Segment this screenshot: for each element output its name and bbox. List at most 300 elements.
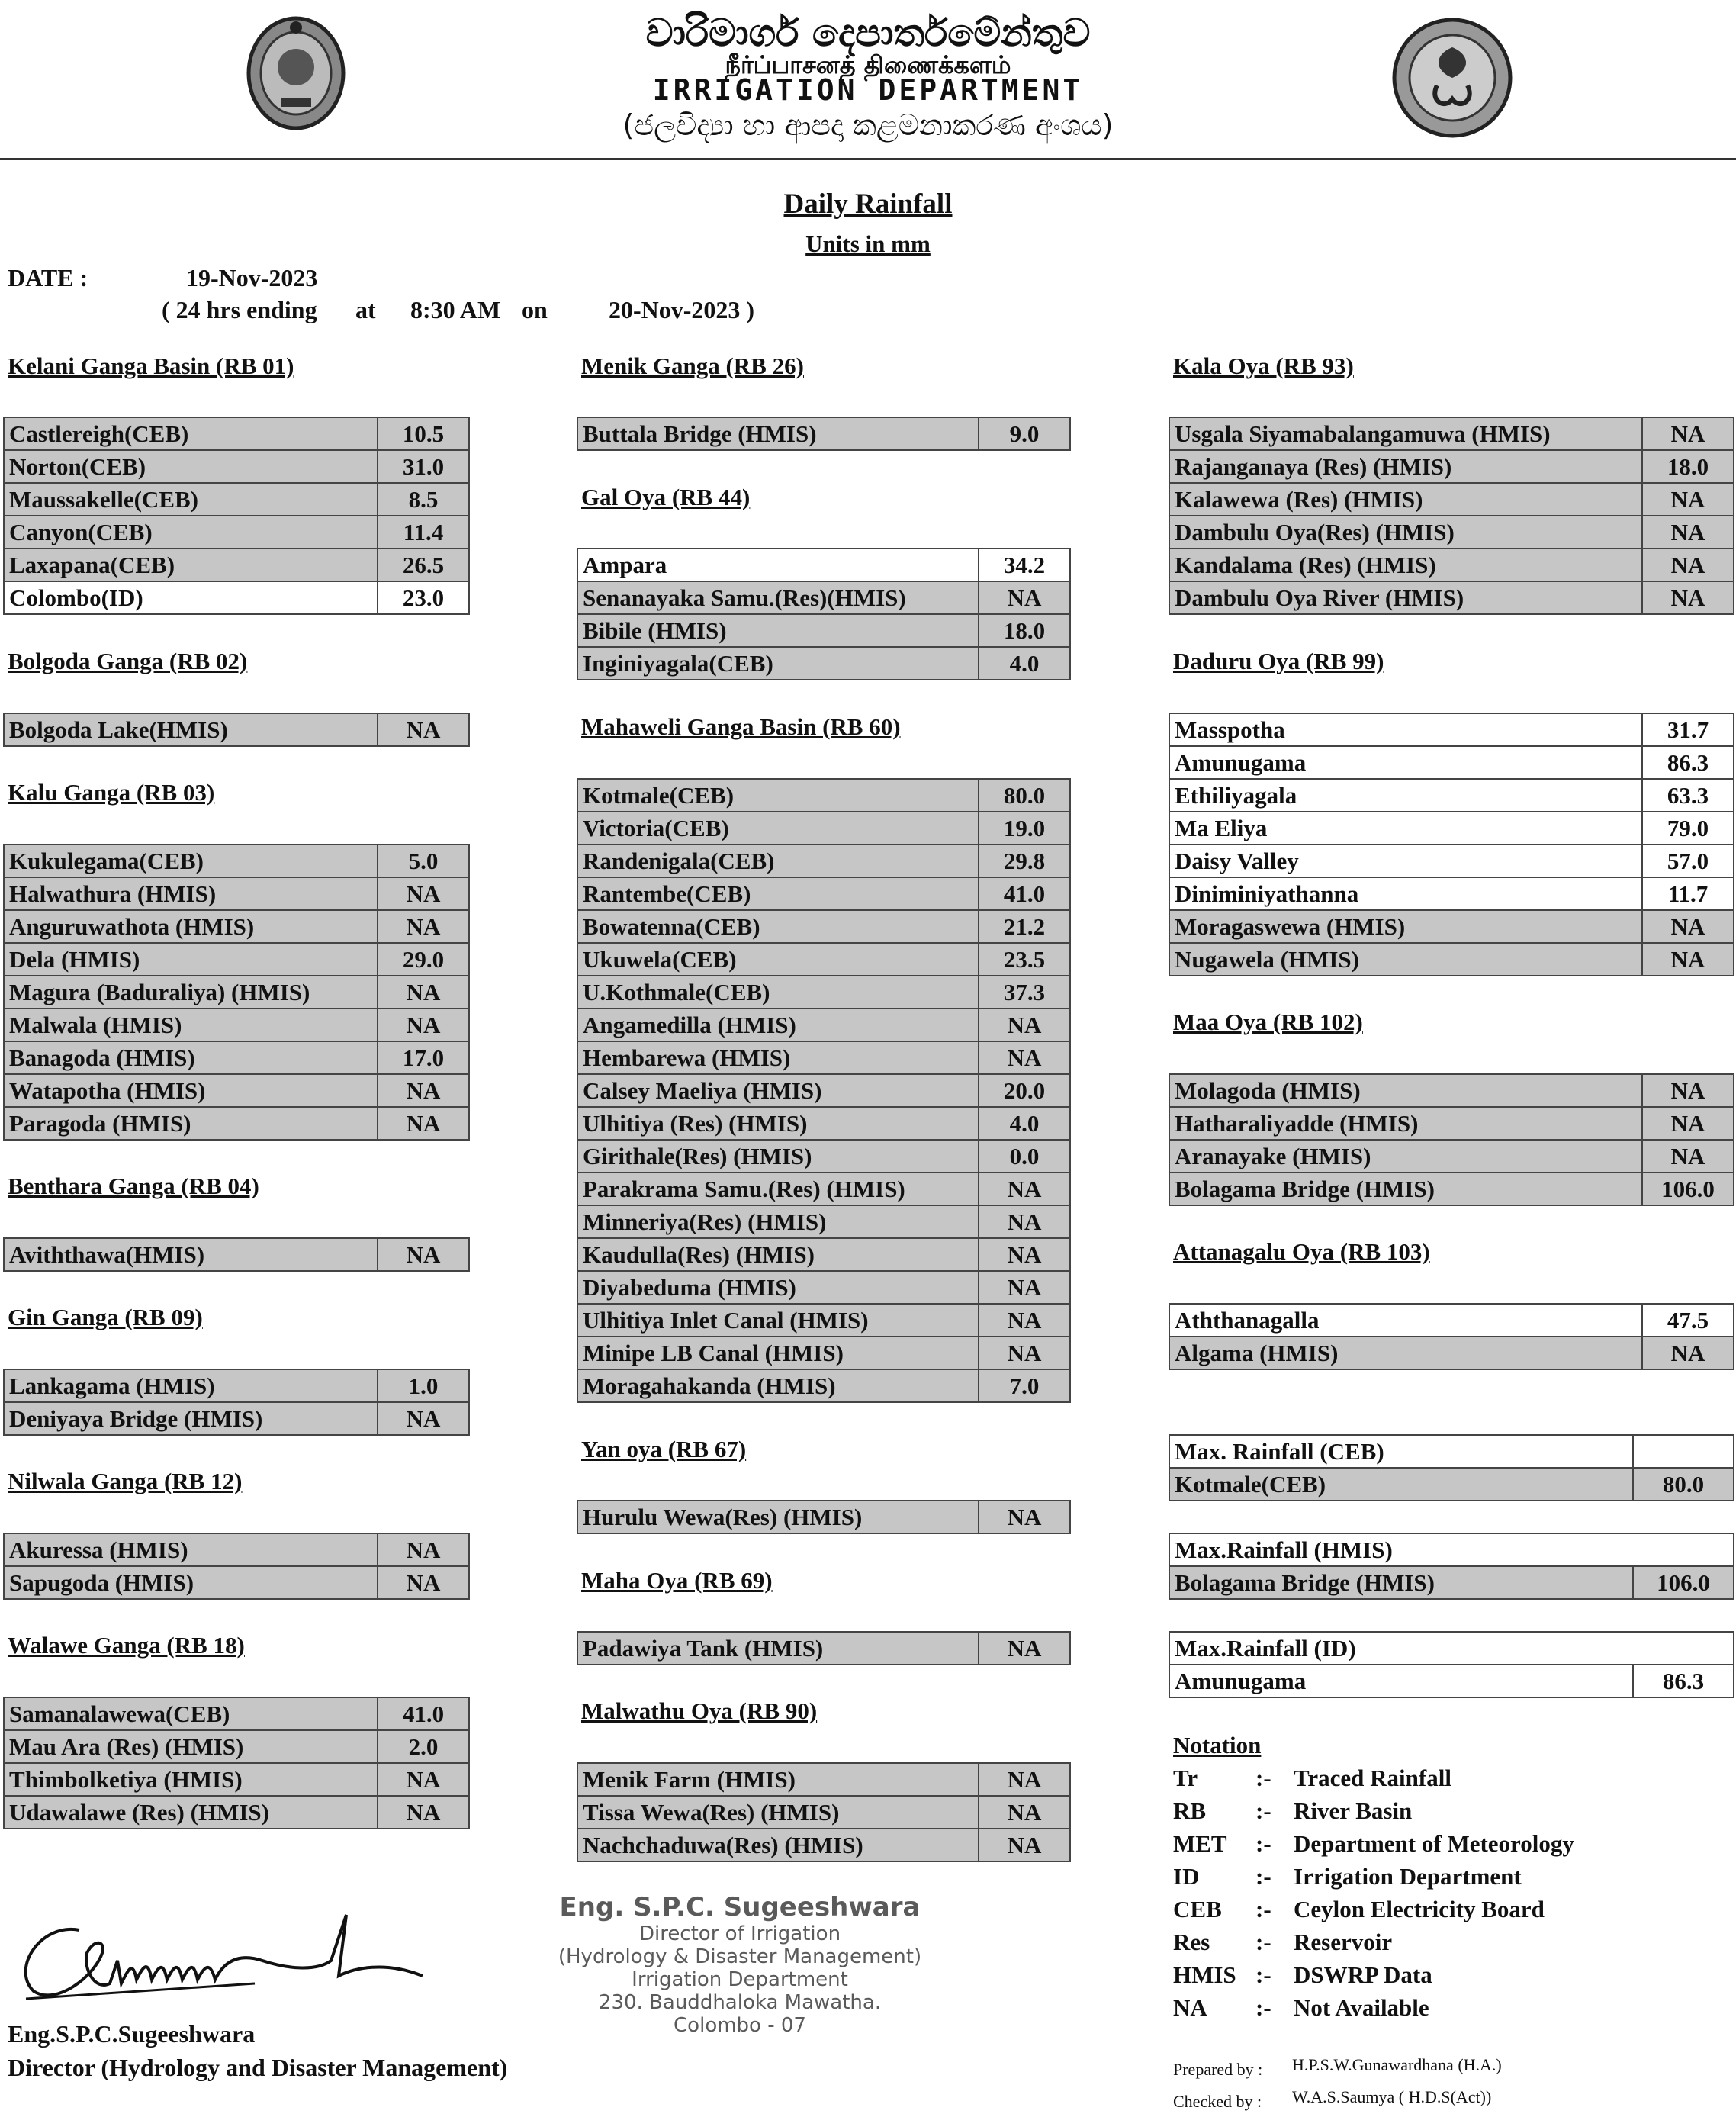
station-row — [577, 614, 1070, 647]
rainfall-value: NA — [979, 1304, 1070, 1337]
rainfall-value: NA — [979, 1501, 1070, 1533]
rainfall-value: 34.2 — [979, 549, 1070, 581]
rainfall-value: 10.5 — [378, 417, 469, 450]
max-rainfall-id — [1169, 1631, 1734, 1698]
rainfall-value: NA — [979, 1829, 1070, 1861]
max-value: 80.0 — [1633, 1468, 1734, 1501]
basin-heading: Daduru Oya (RB 99) — [1173, 648, 1384, 674]
station-name: Masspotha — [1169, 713, 1642, 746]
station-table — [3, 844, 470, 1141]
station-row — [1169, 417, 1734, 450]
stamp-line: Colombo - 07 — [674, 2014, 806, 2037]
rainfall-value: NA — [1642, 549, 1734, 581]
station-table — [3, 713, 470, 747]
station-name: Angamedilla (HMIS) — [577, 1009, 979, 1041]
station-name: Laxapana(CEB) — [4, 549, 378, 581]
station-row — [577, 1271, 1070, 1304]
station-name: Thimbolketiya (HMIS) — [4, 1763, 378, 1796]
station-row — [1169, 1173, 1734, 1205]
rainfall-value: 47.5 — [1642, 1304, 1734, 1337]
station-row — [577, 1829, 1070, 1861]
station-name: Molagoda (HMIS) — [1169, 1074, 1642, 1107]
rainfall-value: 29.8 — [979, 845, 1070, 877]
notation-meaning: Traced Rainfall — [1294, 1765, 1451, 1791]
station-row — [577, 1205, 1070, 1238]
station-name: Dambulu Oya River (HMIS) — [1169, 581, 1642, 614]
station-row — [4, 976, 469, 1009]
notation-abbr: NA — [1173, 1994, 1207, 2021]
rainfall-value: NA — [378, 910, 469, 943]
station-row — [4, 1533, 469, 1566]
station-name: Bolgoda Lake(HMIS) — [4, 713, 378, 746]
station-name: Kukulegama(CEB) — [4, 845, 378, 877]
station-row — [1169, 450, 1734, 483]
station-name: Moragaswewa (HMIS) — [1169, 910, 1642, 943]
station-name: Ma Eliya — [1169, 812, 1642, 845]
rainfall-value: 18.0 — [979, 614, 1070, 647]
station-row — [4, 1402, 469, 1435]
station-name: Aviththawa(HMIS) — [4, 1238, 378, 1271]
rainfall-value: NA — [378, 976, 469, 1009]
max-label: Max. Rainfall (CEB) — [1169, 1435, 1633, 1468]
rainfall-value: 8.5 — [378, 483, 469, 516]
station-name: Senanayaka Samu.(Res)(HMIS) — [577, 581, 979, 614]
basin-heading: Walawe Ganga (RB 18) — [8, 1632, 245, 1659]
station-name: Dela (HMIS) — [4, 943, 378, 976]
rainfall-value: 57.0 — [1642, 845, 1734, 877]
station-row — [577, 877, 1070, 910]
letterhead — [0, 0, 1736, 160]
station-row — [577, 1501, 1070, 1533]
rainfall-value: NA — [979, 1763, 1070, 1796]
station-row — [577, 1304, 1070, 1337]
station-row — [4, 877, 469, 910]
station-name: Magura (Baduraliya) (HMIS) — [4, 976, 378, 1009]
notation-abbr: HMIS — [1173, 1961, 1236, 1988]
station-name: Halwathura (HMIS) — [4, 877, 378, 910]
rainfall-value: 31.7 — [1642, 713, 1734, 746]
station-table — [3, 417, 470, 615]
station-row — [577, 581, 1070, 614]
dept-name-tamil: நீர்ப்பாசனத் திணைக்களம் — [725, 50, 1011, 79]
station-row — [1169, 549, 1734, 581]
rainfall-value: 106.0 — [1642, 1173, 1734, 1205]
rainfall-value: NA — [1642, 1140, 1734, 1173]
station-row — [1169, 713, 1734, 746]
rainfall-value: NA — [1642, 1107, 1734, 1140]
rainfall-value: 5.0 — [378, 845, 469, 877]
stamp-line: Irrigation Department — [632, 1968, 848, 1991]
station-name: Ampara — [577, 549, 979, 581]
basin-heading: Maha Oya (RB 69) — [581, 1567, 773, 1594]
rainfall-value: 37.3 — [979, 976, 1070, 1009]
max-value: 106.0 — [1633, 1566, 1734, 1599]
rainfall-value: NA — [979, 1205, 1070, 1238]
station-name: Canyon(CEB) — [4, 516, 378, 549]
station-name: Kaudulla(Res) (HMIS) — [577, 1238, 979, 1271]
station-name: Lankagama (HMIS) — [4, 1369, 378, 1402]
rainfall-value: NA — [979, 1271, 1070, 1304]
station-row — [4, 1730, 469, 1763]
station-row — [577, 779, 1070, 812]
notation-separator: :- — [1255, 1961, 1271, 1988]
report-date: 19-Nov-2023 — [186, 264, 318, 291]
station-name: Mau Ara (Res) (HMIS) — [4, 1730, 378, 1763]
station-name: Maussakelle(CEB) — [4, 483, 378, 516]
station-row — [577, 1337, 1070, 1369]
station-name: Randenigala(CEB) — [577, 845, 979, 877]
rainfall-value: NA — [1642, 417, 1734, 450]
rainfall-value: 41.0 — [979, 877, 1070, 910]
basin-heading: Kala Oya (RB 93) — [1173, 352, 1354, 379]
station-name: Anguruwathota (HMIS) — [4, 910, 378, 943]
basin-heading: Kalu Ganga (RB 03) — [8, 779, 215, 806]
station-name: Diyabeduma (HMIS) — [577, 1271, 979, 1304]
rainfall-value: 17.0 — [378, 1041, 469, 1074]
basin-heading: Nilwala Ganga (RB 12) — [8, 1468, 243, 1494]
station-row — [577, 1009, 1070, 1041]
station-name: Parakrama Samu.(Res) (HMIS) — [577, 1173, 979, 1205]
ending-prefix: ( 24 hrs ending — [162, 296, 317, 323]
rainfall-value: 29.0 — [378, 943, 469, 976]
station-row — [1169, 1337, 1734, 1369]
rainfall-value: NA — [1642, 581, 1734, 614]
rainfall-value: NA — [979, 1041, 1070, 1074]
rainfall-value: 23.5 — [979, 943, 1070, 976]
notation-separator: :- — [1255, 1994, 1271, 2021]
rainfall-value: NA — [378, 1533, 469, 1566]
notation-meaning: Ceylon Electricity Board — [1294, 1896, 1545, 1922]
checked-by-label: Checked by : — [1173, 2092, 1262, 2111]
division-name-sinhala: (ජලවිද්‍යා හා ආපදා කළමනාකරණ අංශය) — [622, 108, 1114, 142]
rainfall-value: 23.0 — [378, 581, 469, 614]
rainfall-value: 19.0 — [979, 812, 1070, 845]
station-name: Usgala Siyamabalangamuwa (HMIS) — [1169, 417, 1642, 450]
station-name: Moragahakanda (HMIS) — [577, 1369, 979, 1402]
station-row — [4, 1566, 469, 1599]
station-name: Minneriya(Res) (HMIS) — [577, 1205, 979, 1238]
rainfall-value: NA — [1642, 516, 1734, 549]
station-name: Watapotha (HMIS) — [4, 1074, 378, 1107]
station-row — [4, 1238, 469, 1271]
signature-icon — [11, 1907, 438, 2006]
station-row — [1169, 483, 1734, 516]
basin-heading: Yan oya (RB 67) — [581, 1436, 747, 1462]
irrigation-dept-logo-icon — [1388, 17, 1516, 139]
station-name: Ukuwela(CEB) — [577, 943, 979, 976]
rainfall-value: NA — [378, 1009, 469, 1041]
station-table — [577, 417, 1071, 451]
station-row — [4, 483, 469, 516]
rainfall-value: NA — [378, 1402, 469, 1435]
station-name: Norton(CEB) — [4, 450, 378, 483]
station-row — [577, 910, 1070, 943]
prepared-by: H.P.S.W.Gunawardhana (H.A.) — [1292, 2055, 1502, 2074]
station-table — [577, 1762, 1071, 1862]
rainfall-value: NA — [378, 877, 469, 910]
station-row — [577, 1238, 1070, 1271]
rainfall-value: NA — [979, 1238, 1070, 1271]
max-label: Max.Rainfall (ID) — [1169, 1632, 1734, 1665]
station-name: Hatharaliyadde (HMIS) — [1169, 1107, 1642, 1140]
rainfall-value: 1.0 — [378, 1369, 469, 1402]
station-row — [1169, 1074, 1734, 1107]
station-name: Samanalawewa(CEB) — [4, 1697, 378, 1730]
station-row — [1169, 516, 1734, 549]
station-row — [1169, 1304, 1734, 1337]
station-row — [4, 1697, 469, 1730]
notation-separator: :- — [1255, 1929, 1271, 1955]
station-table — [1169, 713, 1734, 976]
basin-heading: Benthara Ganga (RB 04) — [8, 1173, 259, 1199]
notation-heading: Notation — [1173, 1732, 1262, 1758]
notation-meaning: River Basin — [1294, 1797, 1413, 1824]
station-row — [577, 1763, 1070, 1796]
station-name: Bolagama Bridge (HMIS) — [1169, 1173, 1642, 1205]
checked-by: W.A.S.Saumya ( H.D.S(Act)) — [1292, 2087, 1492, 2106]
station-table — [577, 548, 1071, 680]
station-row — [1169, 910, 1734, 943]
station-name: Tissa Wewa(Res) (HMIS) — [577, 1796, 979, 1829]
station-row — [4, 943, 469, 976]
notation-separator: :- — [1255, 1863, 1271, 1890]
official-stamp — [503, 1892, 976, 2067]
rainfall-value: NA — [378, 1238, 469, 1271]
station-row — [577, 943, 1070, 976]
station-name: Nugawela (HMIS) — [1169, 943, 1642, 976]
station-table — [3, 1369, 470, 1436]
station-row — [1169, 581, 1734, 614]
station-name: Akuressa (HMIS) — [4, 1533, 378, 1566]
max-station: Amunugama — [1169, 1665, 1633, 1697]
station-row — [4, 1041, 469, 1074]
notation-meaning: Not Available — [1294, 1994, 1429, 2021]
station-row — [1169, 1140, 1734, 1173]
station-row — [577, 845, 1070, 877]
station-table — [1169, 1073, 1734, 1206]
station-row — [577, 1796, 1070, 1829]
rainfall-value: NA — [979, 1632, 1070, 1665]
rainfall-value: NA — [1642, 1074, 1734, 1107]
stamp-line: Eng. S.P.C. Sugeeshwara — [559, 1892, 921, 1922]
station-name: Rantembe(CEB) — [577, 877, 979, 910]
max-rainfall-hmis — [1169, 1533, 1734, 1600]
notation-abbr: RB — [1173, 1797, 1207, 1824]
station-table — [1169, 417, 1734, 615]
rainfall-value: 4.0 — [979, 647, 1070, 680]
station-name: Amunugama — [1169, 746, 1642, 779]
basin-heading: Gal Oya (RB 44) — [581, 484, 751, 510]
station-row — [4, 1009, 469, 1041]
station-name: Padawiya Tank (HMIS) — [577, 1632, 979, 1665]
station-table — [577, 778, 1071, 1403]
basin-heading: Menik Ganga (RB 26) — [581, 352, 804, 379]
notation-meaning: DSWRP Data — [1294, 1961, 1432, 1988]
rainfall-value: NA — [1642, 910, 1734, 943]
station-name: Hurulu Wewa(Res) (HMIS) — [577, 1501, 979, 1533]
station-row — [577, 549, 1070, 581]
station-table — [577, 1500, 1071, 1534]
station-name: Rajanganaya (Res) (HMIS) — [1169, 450, 1642, 483]
station-row — [577, 1107, 1070, 1140]
station-name: Diniminiyathanna — [1169, 877, 1642, 910]
notation-meaning: Reservoir — [1294, 1929, 1393, 1955]
rainfall-value: 7.0 — [979, 1369, 1070, 1402]
station-row — [4, 1796, 469, 1829]
station-row — [577, 1041, 1070, 1074]
station-row — [4, 549, 469, 581]
rainfall-value: 41.0 — [378, 1697, 469, 1730]
date-label: DATE : — [8, 264, 88, 291]
station-table — [1169, 1303, 1734, 1370]
notation-abbr: MET — [1173, 1830, 1227, 1857]
station-name: Algama (HMIS) — [1169, 1337, 1642, 1369]
station-name: Bibile (HMIS) — [577, 614, 979, 647]
rainfall-value: NA — [979, 1337, 1070, 1369]
station-name: Colombo(ID) — [4, 581, 378, 614]
station-row — [4, 581, 469, 614]
station-table — [577, 1631, 1071, 1665]
station-row — [577, 417, 1070, 450]
dept-name-english: IRRIGATION DEPARTMENT — [652, 73, 1084, 107]
station-row — [1169, 779, 1734, 812]
rainfall-value: 18.0 — [1642, 450, 1734, 483]
rainfall-value: NA — [979, 1796, 1070, 1829]
station-row — [4, 713, 469, 746]
rainfall-value: 4.0 — [979, 1107, 1070, 1140]
stamp-line: 230. Bauddhaloka Mawatha. — [598, 1991, 882, 2014]
basin-heading: Attanagalu Oya (RB 103) — [1173, 1238, 1430, 1265]
basin-heading: Bolgoda Ganga (RB 02) — [8, 648, 248, 674]
rainfall-value: NA — [378, 1107, 469, 1140]
station-name: Ulhitiya (Res) (HMIS) — [577, 1107, 979, 1140]
rainfall-value: 86.3 — [1642, 746, 1734, 779]
rainfall-value: NA — [378, 1796, 469, 1829]
station-row — [1169, 1107, 1734, 1140]
basin-heading: Maa Oya (RB 102) — [1173, 1009, 1363, 1035]
station-name: Hembarewa (HMIS) — [577, 1041, 979, 1074]
station-name: Menik Farm (HMIS) — [577, 1763, 979, 1796]
notation-meaning: Irrigation Department — [1294, 1863, 1522, 1890]
stamp-line: Director of Irrigation — [638, 1922, 841, 1945]
station-row — [4, 516, 469, 549]
station-table — [3, 1237, 470, 1272]
station-row — [577, 1074, 1070, 1107]
station-name: Inginiyagala(CEB) — [577, 647, 979, 680]
station-row — [4, 417, 469, 450]
ending-date: 20-Nov-2023 ) — [609, 296, 755, 323]
rainfall-value: 20.0 — [979, 1074, 1070, 1107]
station-row — [4, 1369, 469, 1402]
dept-name-sinhala: වාරිමාර්ග දෙපාර්තමේන්තුව — [645, 11, 1091, 55]
station-row — [1169, 943, 1734, 976]
station-row — [4, 845, 469, 877]
station-name: Ulhitiya Inlet Canal (HMIS) — [577, 1304, 979, 1337]
on-label: on — [522, 296, 548, 323]
station-name: Ethiliyagala — [1169, 779, 1642, 812]
station-name: Kandalama (Res) (HMIS) — [1169, 549, 1642, 581]
rainfall-value: NA — [979, 581, 1070, 614]
station-table — [3, 1697, 470, 1829]
station-name: Minipe LB Canal (HMIS) — [577, 1337, 979, 1369]
station-name: Sapugoda (HMIS) — [4, 1566, 378, 1599]
station-row — [1169, 877, 1734, 910]
station-row — [577, 1632, 1070, 1665]
station-name: Victoria(CEB) — [577, 812, 979, 845]
max-label: Max.Rainfall (HMIS) — [1169, 1533, 1734, 1566]
ending-time: 8:30 AM — [410, 296, 501, 323]
rainfall-value: NA — [378, 1074, 469, 1107]
station-table — [3, 1533, 470, 1600]
notation-separator: :- — [1255, 1830, 1271, 1857]
notation-abbr: Res — [1173, 1929, 1210, 1955]
rainfall-value: 79.0 — [1642, 812, 1734, 845]
station-row — [4, 1763, 469, 1796]
rainfall-value: 9.0 — [979, 417, 1070, 450]
rainfall-value: 63.3 — [1642, 779, 1734, 812]
station-row — [4, 1074, 469, 1107]
basin-heading: Malwathu Oya (RB 90) — [581, 1697, 818, 1724]
rainfall-value: NA — [1642, 1337, 1734, 1369]
max-station: Kotmale(CEB) — [1169, 1468, 1633, 1501]
station-row — [577, 647, 1070, 680]
rainfall-value: 26.5 — [378, 549, 469, 581]
station-row — [577, 1173, 1070, 1205]
notation-abbr: Tr — [1173, 1765, 1198, 1791]
station-name: Castlereigh(CEB) — [4, 417, 378, 450]
station-name: U.Kothmale(CEB) — [577, 976, 979, 1009]
station-name: Paragoda (HMIS) — [4, 1107, 378, 1140]
station-name: Udawalawe (Res) (HMIS) — [4, 1796, 378, 1829]
report-title: Daily Rainfall — [783, 188, 953, 220]
station-row — [4, 1107, 469, 1140]
rainfall-value: NA — [378, 1566, 469, 1599]
at-label: at — [355, 296, 376, 323]
station-row — [1169, 746, 1734, 779]
signatory-name: Eng.S.P.C.Sugeeshwara — [8, 2020, 256, 2048]
notation-separator: :- — [1255, 1896, 1271, 1922]
basin-heading: Gin Ganga (RB 09) — [8, 1304, 203, 1330]
station-name: Deniyaya Bridge (HMIS) — [4, 1402, 378, 1435]
station-name: Bowatenna(CEB) — [577, 910, 979, 943]
station-row — [4, 450, 469, 483]
rainfall-value: NA — [378, 1763, 469, 1796]
notation-meaning: Department of Meteorology — [1294, 1830, 1574, 1857]
station-name: Girithale(Res) (HMIS) — [577, 1140, 979, 1173]
station-name: Kalawewa (Res) (HMIS) — [1169, 483, 1642, 516]
station-name: Nachchaduwa(Res) (HMIS) — [577, 1829, 979, 1861]
rainfall-value: 2.0 — [378, 1730, 469, 1763]
station-row — [577, 1369, 1070, 1402]
signatory-title: Director (Hydrology and Disaster Management) — [8, 2054, 508, 2081]
rainfall-value: NA — [1642, 483, 1734, 516]
stamp-line: (Hydrology & Disaster Management) — [558, 1945, 922, 1968]
rainfall-value: NA — [979, 1009, 1070, 1041]
rainfall-value: NA — [1642, 943, 1734, 976]
station-row — [577, 976, 1070, 1009]
station-name: Calsey Maeliya (HMIS) — [577, 1074, 979, 1107]
notation-separator: :- — [1255, 1765, 1271, 1791]
rainfall-value: 31.0 — [378, 450, 469, 483]
prepared-by-label: Prepared by : — [1173, 2060, 1263, 2079]
rainfall-value: NA — [979, 1173, 1070, 1205]
rainfall-value: 0.0 — [979, 1140, 1070, 1173]
notation-separator: :- — [1255, 1797, 1271, 1824]
rainfall-value: 11.4 — [378, 516, 469, 549]
station-name: Dambulu Oya(Res) (HMIS) — [1169, 516, 1642, 549]
max-value: 86.3 — [1633, 1665, 1734, 1697]
station-row — [1169, 812, 1734, 845]
